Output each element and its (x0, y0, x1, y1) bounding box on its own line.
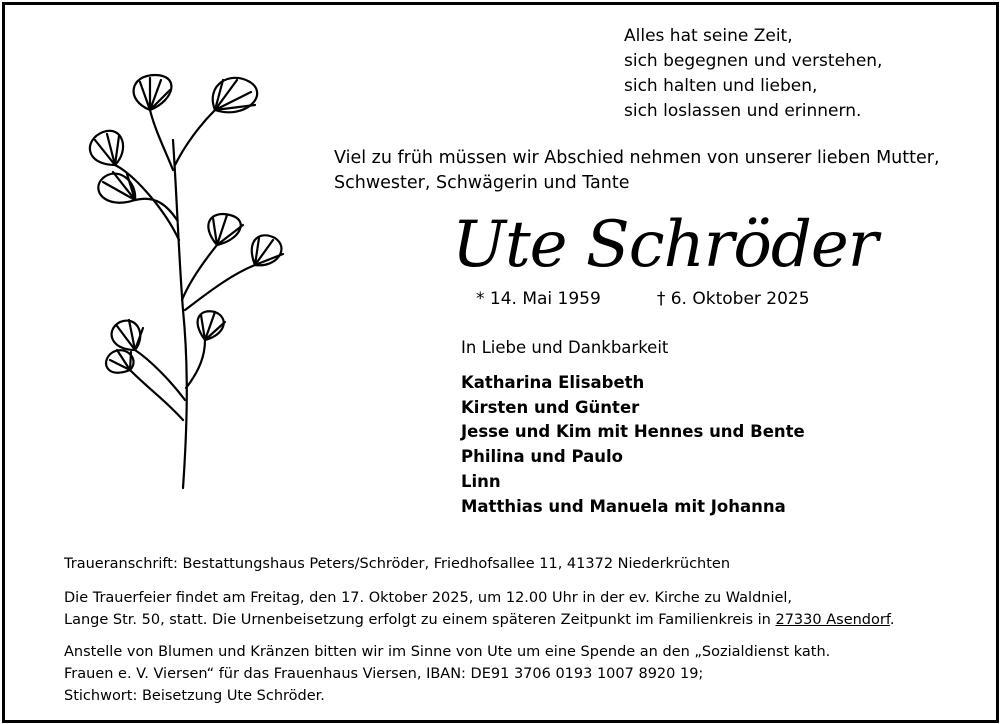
death-date: † 6. Oktober 2025 (656, 289, 810, 309)
poem-line: sich loslassen und erinnern. (624, 101, 862, 121)
donation-line: Stichwort: Beisetzung Ute Schröder. (64, 688, 325, 704)
poem (624, 24, 882, 124)
donation-line: Frauen e. V. Viersen“ für das Frauenhaus Viersen, IBAN: DE91 3706 0193 1007 8920 19; (64, 666, 704, 682)
donation-line: Anstelle von Blumen und Kränzen bitten wir im Sinne von Ute um eine Spende an den „Sozialdienst kath. (64, 644, 831, 660)
family-member: Jesse und Kim mit Hennes und Bente (461, 422, 805, 442)
ginkgo-branch-illustration (55, 70, 295, 490)
poem-line: sich begegnen und verstehen, (624, 51, 883, 71)
family-member: Kirsten und Günter (461, 397, 640, 417)
deceased-name: Ute Schröder (452, 208, 878, 282)
intro-line: Schwester, Schwägerin und Tante (334, 173, 630, 193)
life-dates (476, 287, 810, 311)
ceremony-line: Lange Str. 50, statt. Die Urnenbeisetzung erfolgt zu einem späteren Zeitpunkt im Familienkreis in 27330 Asendorf. (64, 612, 895, 628)
thanks-line: In Liebe und Dankbarkeit (461, 338, 669, 357)
family-member: Linn (461, 471, 501, 491)
family-member: Katharina Elisabeth (461, 373, 645, 392)
family-list (461, 371, 805, 519)
intro-line: Viel zu früh müssen wir Abschied nehmen von unserer lieben Mutter, (334, 148, 940, 168)
ceremony-info (64, 587, 895, 631)
family-member: Matthias und Manuela mit Johanna (461, 496, 786, 516)
poem-line: sich halten und lieben, (624, 76, 818, 96)
family-member: Philina und Paulo (461, 447, 624, 467)
poem-line: Alles hat seine Zeit, (624, 26, 793, 46)
location-link[interactable]: 27330 Asendorf (775, 612, 890, 628)
birth-date: * 14. Mai 1959 (476, 289, 601, 309)
intro-text (334, 146, 940, 196)
mourning-address: Traueranschrift: Bestattungshaus Peters/Schröder, Friedhofsallee 11, 41372 Niederkrüchten (64, 556, 731, 572)
donation-info (64, 641, 830, 707)
ceremony-line: Die Trauerfeier findet am Freitag, den 17. Oktober 2025, um 12.00 Uhr in der ev. Kirche zu Waldniel, (64, 590, 793, 606)
